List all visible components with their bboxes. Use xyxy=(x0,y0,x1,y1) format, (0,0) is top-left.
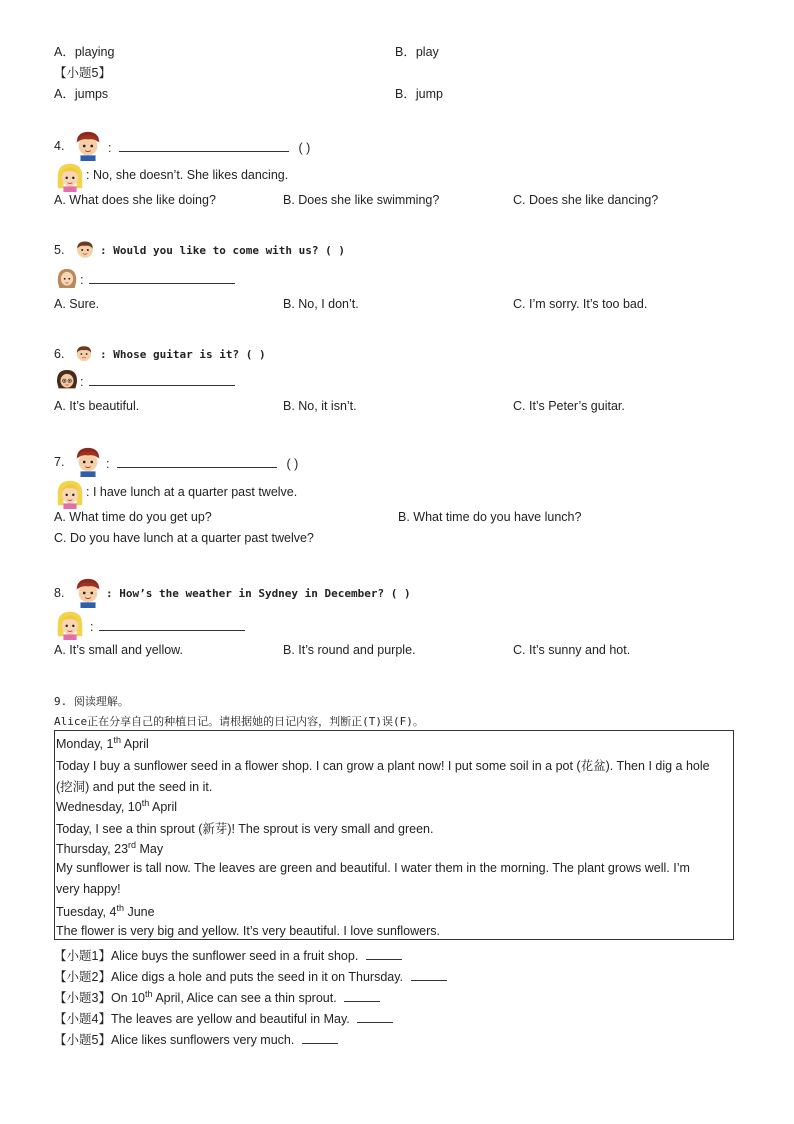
q7-colon: : xyxy=(106,457,110,471)
date-month: June xyxy=(123,905,155,920)
boy-avatar-icon xyxy=(72,128,104,162)
q4-option-a[interactable]: A. What does she like doing? xyxy=(54,193,216,207)
q6-option-c[interactable]: C. It’s Peter’s guitar. xyxy=(513,399,625,413)
q4-option-b[interactable]: B. Does she like swimming? xyxy=(283,193,440,207)
q5-question-text: : Would you like to come with us? ( ) xyxy=(100,244,346,257)
answer-blank[interactable] xyxy=(366,947,402,960)
q5-response-line xyxy=(80,271,235,287)
q7-option-a[interactable]: A. What time do you get up? xyxy=(54,510,212,524)
q8-option-b[interactable]: B. It’s round and purple. xyxy=(283,643,416,657)
diary-date-2 xyxy=(56,798,177,814)
q8-response-line xyxy=(90,618,245,634)
q5-option-b[interactable]: B. No, I don’t. xyxy=(283,297,359,311)
boy-avatar-icon xyxy=(72,238,98,262)
answer-blank[interactable] xyxy=(357,1010,393,1023)
q6-option-b[interactable]: B. No, it isn’t. xyxy=(283,399,357,413)
answer-blank[interactable] xyxy=(411,968,447,981)
q4-colon: : xyxy=(108,141,112,155)
q4-question-line xyxy=(108,139,310,155)
date-text: Wednesday, 10 xyxy=(56,800,142,815)
date-text: Tuesday, 4 xyxy=(56,905,117,920)
q8-number: 8. xyxy=(54,586,65,600)
q8-question-text: : How’s the weather in Sydney in December? ( ) xyxy=(106,587,411,600)
diary-line: Today I buy a sunflower seed in a flower shop. I can grow a plant now! I put some soil in a pot (花盆). Then I dig a hole xyxy=(56,759,710,773)
date-month: April xyxy=(120,737,149,752)
prev-sub5-option-a: A．jumps xyxy=(54,87,109,101)
date-month: April xyxy=(149,800,178,815)
q8-option-a[interactable]: A. It’s small and yellow. xyxy=(54,643,183,657)
diary-box xyxy=(54,730,734,940)
q9-statement-1 xyxy=(54,946,402,964)
q9-title: 9. 阅读理解。 xyxy=(54,695,129,708)
date-suffix: th xyxy=(116,903,124,913)
q4-answer-paren[interactable]: ( ) xyxy=(298,141,311,155)
q9-instruction: Alice正在分享自己的种植日记。请根据她的日记内容，判断正(T)误(F)。 xyxy=(54,715,424,728)
diary-date-1 xyxy=(56,735,149,751)
girl-avatar-icon xyxy=(54,367,80,393)
q6-response-line xyxy=(80,373,235,389)
sub-question-5-label: 【小题5】 xyxy=(54,66,111,80)
q5-option-c[interactable]: C. I’m sorry. It’s too bad. xyxy=(513,297,648,311)
q7-answer-paren[interactable]: ( ) xyxy=(286,457,299,471)
q7-option-b[interactable]: B. What time do you have lunch? xyxy=(398,510,582,524)
statement-text: 【小题5】Alice likes sunflowers very much. xyxy=(54,1033,295,1047)
q4-option-c[interactable]: C. Does she like dancing? xyxy=(513,193,659,207)
date-suffix: th xyxy=(145,988,153,999)
q7-option-c[interactable]: C. Do you have lunch at a quarter past twelve? xyxy=(54,531,314,545)
q9-statement-3 xyxy=(54,988,380,1006)
diary-line: The flower is very big and yellow. It’s very beautiful. I love sunflowers. xyxy=(56,924,440,938)
statement-text: 【小题2】Alice digs a hole and puts the seed in it on Thursday. xyxy=(54,970,404,984)
date-suffix: th xyxy=(141,798,150,808)
diary-line: (挖洞) and put the seed in it. xyxy=(56,780,213,794)
date-text: Monday, 1 xyxy=(56,737,114,752)
date-month: May xyxy=(136,842,164,857)
q8-colon: : xyxy=(90,620,94,634)
prev-option-a: A．playing xyxy=(54,45,115,59)
statement-text: 【小题1】Alice buys the sunflower seed in a fruit shop. xyxy=(54,949,359,963)
q9-statement-5 xyxy=(54,1030,338,1048)
statement-text: 【小题3】On 10 xyxy=(54,991,146,1005)
q9-statement-2 xyxy=(54,967,447,985)
statement-text: 【小题4】The leaves are yellow and beautiful in May. xyxy=(54,1012,350,1026)
girl-avatar-icon xyxy=(54,477,86,509)
q8-answer-blank[interactable] xyxy=(99,618,245,631)
q6-colon: : xyxy=(80,375,84,389)
diary-line: My sunflower is tall now. The leaves are green and beautiful. I water them in the morning. The plant grows well. I’m xyxy=(56,861,690,875)
q7-answer-blank[interactable] xyxy=(117,455,277,468)
q9-statement-4 xyxy=(54,1009,393,1027)
statement-text: April, Alice can see a thin sprout. xyxy=(152,991,337,1005)
girl-avatar-icon xyxy=(54,608,86,640)
q6-option-a[interactable]: A. It’s beautiful. xyxy=(54,399,140,413)
answer-blank[interactable] xyxy=(344,989,380,1002)
diary-date-4 xyxy=(56,903,155,919)
date-suffix: rd xyxy=(128,840,137,850)
q6-question-text: : Whose guitar is it? ( ) xyxy=(100,348,266,361)
q4-number: 4. xyxy=(54,139,65,153)
q5-answer-blank[interactable] xyxy=(89,271,235,284)
q5-colon: : xyxy=(80,273,84,287)
boy-avatar-icon xyxy=(72,575,104,609)
diary-date-3 xyxy=(56,840,163,856)
girl-avatar-icon xyxy=(54,160,86,192)
q4-answer-text: : No, she doesn’t. She likes dancing. xyxy=(86,168,289,182)
answer-blank[interactable] xyxy=(302,1031,338,1044)
q8-option-c[interactable]: C. It’s sunny and hot. xyxy=(513,643,631,657)
diary-line: very happy! xyxy=(56,882,121,896)
prev-sub5-option-b: B．jump xyxy=(395,87,443,101)
q4-answer-blank[interactable] xyxy=(119,139,289,152)
boy-avatar-icon xyxy=(72,444,104,478)
q7-number: 7. xyxy=(54,455,65,469)
q7-answer-text: : I have lunch at a quarter past twelve. xyxy=(86,485,298,499)
prev-option-b: B．play xyxy=(395,45,439,59)
q6-answer-blank[interactable] xyxy=(89,373,235,386)
girl-avatar-icon xyxy=(54,265,80,291)
date-suffix: th xyxy=(113,735,121,745)
q5-number: 5. xyxy=(54,243,65,257)
boy-avatar-icon xyxy=(72,343,96,365)
date-text: Thursday, 23 xyxy=(56,842,129,857)
q6-number: 6. xyxy=(54,347,65,361)
q7-question-line xyxy=(106,455,298,471)
diary-line: Today, I see a thin sprout (新芽)! The sprout is very small and green. xyxy=(56,822,434,836)
q5-option-a[interactable]: A. Sure. xyxy=(54,297,100,311)
